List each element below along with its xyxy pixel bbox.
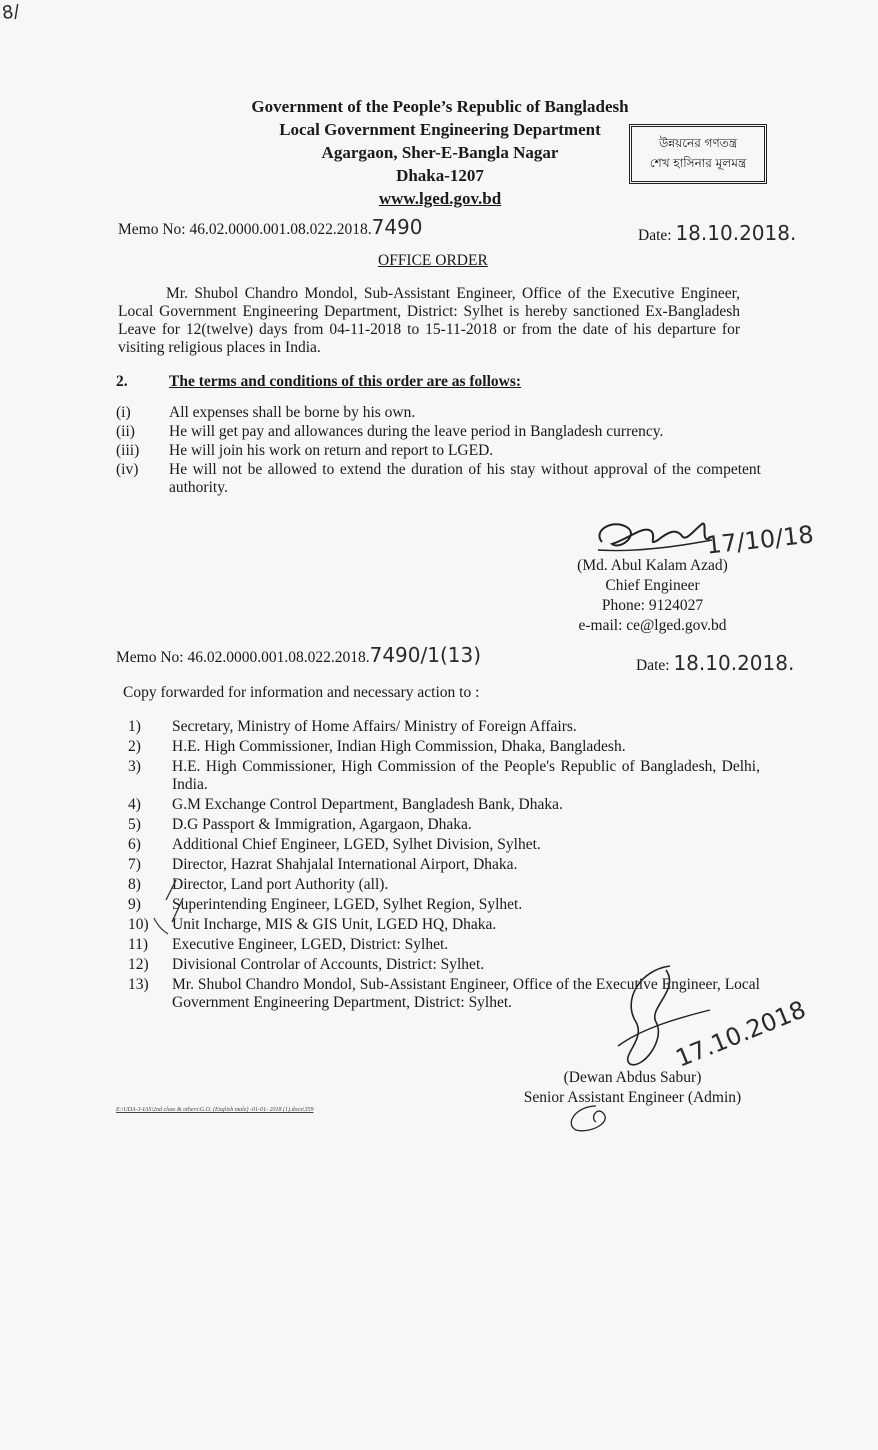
memo-2-number: 7490/1(13) — [369, 643, 482, 667]
copy-number: 7) — [128, 856, 141, 873]
memo-2 — [116, 643, 482, 667]
copy-number: 3) — [128, 758, 141, 775]
copy-text: H.E. High Commissioner, Indian High Commission, Dhaka, Bangladesh. — [172, 738, 626, 755]
terms-list — [116, 404, 761, 498]
copy-text: Executive Engineer, LGED, District: Sylhet. — [172, 936, 449, 953]
copy-number: 13) — [128, 976, 149, 993]
copy-text: Divisional Controlar of Accounts, District: Sylhet. — [172, 956, 485, 973]
list-item — [116, 461, 761, 497]
memo-2-date — [636, 651, 795, 675]
term-text: He will join his work on return and report to LGED. — [169, 442, 494, 459]
term-number: (iii) — [116, 442, 140, 459]
list-item — [128, 856, 760, 874]
signature-2-date: 17.10.2018 — [671, 995, 810, 1073]
list-item — [116, 404, 761, 422]
copy-text: Secretary, Ministry of Home Affairs/ Ministry of Foreign Affairs. — [172, 718, 577, 735]
copy-text: D.G Passport & Immigration, Agargaon, Dhaka. — [172, 816, 472, 833]
letterhead-line-4: Dhaka-1207 — [396, 166, 484, 185]
memo-1-number: 7490 — [371, 215, 423, 239]
term-number: (i) — [116, 404, 131, 421]
term-text: All expenses shall be borne by his own. — [169, 404, 416, 421]
list-item — [128, 816, 760, 834]
copy-text: H.E. High Commissioner, High Commission of the People's Republic of Bangladesh, Delhi, India. — [172, 758, 760, 793]
copy-intro: Copy forwarded for information and necessary action to : — [123, 684, 480, 701]
term-number: (ii) — [116, 423, 135, 440]
copy-text: Mr. Shubol Chandro Mondol, Sub-Assistant Engineer, Office of the Executive Engineer, Local Government Engineering Department, District: Sylhet. — [172, 976, 760, 1011]
letterhead-line-3: Agargaon, Sher-E-Bangla Nagar — [321, 143, 559, 162]
copy-number: 5) — [128, 816, 141, 833]
memo-1-date — [638, 221, 797, 245]
list-item — [128, 936, 760, 954]
memo-2-date-label: Date: — [636, 657, 670, 674]
list-item — [116, 442, 761, 460]
list-item — [128, 758, 760, 794]
list-item — [128, 896, 760, 914]
list-item — [128, 796, 760, 814]
section-2-title: The terms and conditions of this order are as follows: — [169, 373, 522, 390]
memo-2-label: Memo No: 46.02.0000.001.08.022.2018. — [116, 649, 370, 666]
copy-text: Unit Incharge, MIS & GIS Unit, LGED HQ, Dhaka. — [172, 916, 497, 933]
signer-1-phone: Phone: 9124027 — [601, 597, 704, 614]
copy-number: 2) — [128, 738, 141, 755]
list-item — [116, 423, 761, 441]
copy-number: 12) — [128, 956, 149, 973]
copy-number: 9) — [128, 896, 141, 913]
slogan-box — [629, 124, 767, 184]
copy-number: 6) — [128, 836, 141, 853]
copy-number: 8) — [128, 876, 141, 893]
corner-mark: 8/ — [0, 0, 21, 25]
list-item — [128, 916, 760, 934]
signer-1-name: (Md. Abul Kalam Azad) — [577, 557, 728, 574]
term-number: (iv) — [116, 461, 139, 478]
copy-number: 1) — [128, 718, 141, 735]
list-item — [128, 738, 760, 756]
letterhead-line-1: Government of the People’s Republic of Bangladesh — [251, 97, 629, 116]
memo-1-label: Memo No: 46.02.0000.001.08.022.2018. — [118, 221, 372, 238]
slogan-line-1: উন্নয়নের গণতন্ত্র — [658, 136, 738, 150]
section-2-heading — [116, 373, 521, 391]
list-item — [128, 718, 760, 736]
list-item — [128, 876, 760, 894]
letterhead-website[interactable]: www.lged.gov.bd — [378, 189, 502, 208]
letterhead-line-2: Local Government Engineering Department — [279, 120, 601, 139]
signer-1-email: e-mail: ce@lged.gov.bd — [578, 617, 727, 634]
section-2-number: 2. — [116, 373, 128, 390]
signature-1-date: 17/10/18 — [704, 520, 815, 560]
memo-2-date-value: 18.10.2018. — [673, 651, 795, 675]
copy-number: 10) — [128, 916, 149, 933]
term-text: He will not be allowed to extend the duration of his stay without approval of the competent authority. — [169, 461, 761, 496]
order-paragraph: Mr. Shubol Chandro Mondol, Sub-Assistant Engineer, Office of the Executive Engineer, Local Government Engineering Department, District: Sylhet is hereby sanctioned Ex-Bangladesh Leave for 12(twelve) days from 04-11-2018 to 15-11-2018 or from the date of his departure for visiting religious places in India. — [118, 285, 740, 356]
signer-2-block — [505, 1068, 760, 1108]
signer-2-name: (Dewan Abdus Sabur) — [563, 1069, 702, 1086]
memo-1-date-value: 18.10.2018. — [675, 221, 797, 245]
copy-text: Additional Chief Engineer, LGED, Sylhet Division, Sylhet. — [172, 836, 541, 853]
copy-number: 11) — [128, 936, 149, 953]
copy-text: Director, Land port Authority (all). — [172, 876, 389, 893]
memo-1-date-label: Date: — [638, 227, 672, 244]
file-path-footer: E:\UDA-3-IAS\2nd class & others\G.O. (English male) -01-01- 2018 (1).docx\359 — [116, 1107, 314, 1113]
copy-text: G.M Exchange Control Department, Bangladesh Bank, Dhaka. — [172, 796, 563, 813]
signer-1-title: Chief Engineer — [605, 577, 700, 594]
copy-number: 4) — [128, 796, 141, 813]
signer-2-title: Senior Assistant Engineer (Admin) — [523, 1089, 742, 1106]
office-order-title: OFFICE ORDER — [378, 252, 488, 269]
list-item — [128, 836, 760, 854]
tick-marks — [128, 878, 188, 938]
slogan-line-2: শেখ হাসিনার মূলমন্ত্র — [649, 156, 747, 170]
copy-text: Director, Hazrat Shahjalal International Airport, Dhaka. — [172, 856, 518, 873]
letterhead — [180, 95, 700, 210]
memo-1 — [118, 215, 423, 239]
signer-1-block — [560, 556, 745, 636]
term-text: He will get pay and allowances during the leave period in Bangladesh currency. — [169, 423, 664, 440]
copy-text: Superintending Engineer, LGED, Sylhet Region, Sylhet. — [172, 896, 523, 913]
